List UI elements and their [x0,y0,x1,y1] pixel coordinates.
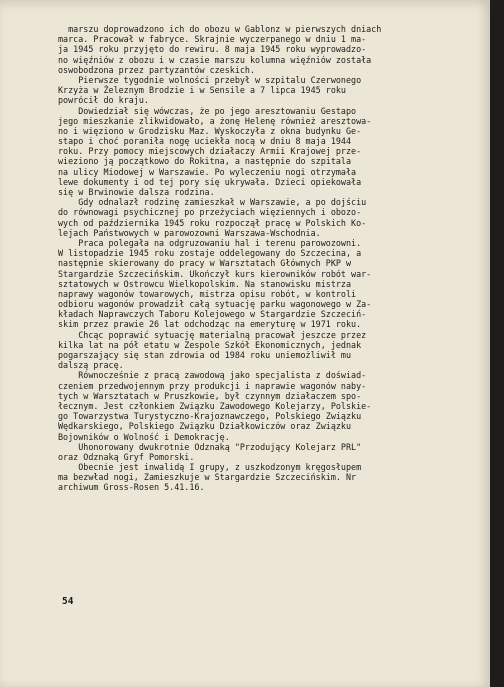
text-line: sztatowych w Ostrowcu Wielkopolskim. Na stanowisku mistrza [58,278,352,289]
text-line: skim przez prawie 26 lat odchodząc na emeryturę w 1971 roku. [58,319,362,330]
text-line: tych w Warsztatach w Pruszkowie, był czynnym działaczem spo- [58,390,362,401]
text-line: wieziono ją początkowo do Rokitna, a następnie do szpitala [58,156,352,167]
text-line: go Towarzystwa Turystyczno-Krajoznawczego, Polskiego Związku [58,411,362,422]
text-line: marca. Pracował w fabryce. Skrajnie wyczerpanego w dniu 1 ma- [58,34,367,45]
text-line: ma bezwład nogi, Zamieszkuje w Stargardzie Szczecińskim. Nr [58,472,357,483]
text-line: lejach Państwowych w parowozowni Warszawa-Wschodnia. [58,227,321,238]
text-line: jego mieszkanie zlikwidowało, a żonę Helenę również aresztowa- [58,115,372,126]
text-line: odbioru wagonów prowadził całą sytuację parku wagonowego w Za- [58,299,372,310]
text-line: W listopadzie 1945 roku zostaje oddelegowany do Szczecina, a [58,248,362,259]
text-line: powrócił do kraju. [58,95,149,106]
text-line: dalszą pracę. [58,360,124,371]
text-line: roku. Przy pomocy miejscowych działaczy Armii Krajowej prze- [58,146,362,157]
text-line: no i więziono w Grodzisku Maz. Wyskoczyła z okna budynku Ge- [58,125,362,136]
text-line: czeniem przedwojennym przy produkcji i naprawie wagonów naby- [58,380,367,391]
text-line: stapo i choć poraniła nogę uciekła nocą w dniu 8 maja 1944 [58,136,352,147]
text-line: wych od października 1945 roku rozpoczął pracę w Polskich Ko- [58,217,367,228]
text-line: Równocześnie z pracą zawodową jako specjalista z doświad- [58,370,367,381]
text-line: oswobodzona przez partyzantów czeskich. [58,64,256,75]
text-line: kilka lat na pół etatu w Zespole Szkół Ekonomicznych, jednak [58,339,362,350]
text-line: Pierwsze tygodnie wolności przebył w szpitalu Czerwonego [58,74,362,85]
text-line: się w Brwinowie dalsza rodzina. [58,187,215,197]
text-line: do równowagi psychicznej po przeżyciach więziennych i obozo- [58,207,362,218]
text-line: Obecnie jest inwalidą I grupy, z uszkodzonym kręgosłupem [58,462,362,473]
text-line: no więźniów z obozu i w czasie marszu kolumna więźniów została [58,54,372,65]
text-line: marszu doprowadzono ich do obozu w Gablonz w pierwszych dniach [58,24,382,34]
text-line: Praca polegała na odgruzowaniu hal i terenu parowozowni. [58,237,362,248]
text-line: Krzyża w Żeleznym Brodzie i w Sensile a 7 lipca 1945 roku [58,85,346,96]
text-line: Gdy odnalazł rodzinę zamieszkał w Warszawie, a po dojściu [58,197,367,208]
text-line: Stargardzie Szczecińskim. Ukończył kurs kierowników robót war- [58,268,372,279]
text-line: lewe dokumenty i od tej pory się ukrywała. Dzieci opiekowała [58,176,362,187]
text-line: Dowiedział się wówczas, że po jego aresztowaniu Gestapo [58,105,357,116]
text-line: kładach Naprawczych Taboru Kolejowego w Stargardzie Szczeciń- [58,309,367,320]
text-line: Uhonorowany dwukrotnie Odznaką "Przodujący Kolejarz PRL" [58,441,362,452]
text-line: następnie skierowany do pracy w Warsztatach Głównych PKP w [58,258,352,269]
text-line: łecznym. Jest członkiem Związku Zawodowego Kolejarzy, Polskie- [58,400,372,411]
text-line: naprawy wagonów towarowych, mistrza opisu robót, w kontroli [58,288,357,299]
page-number: 54 [62,596,74,607]
text-line: oraz Odznaką Gryf Pomorski. [58,451,195,462]
text-line: archiwum Gross-Rosen 5.41.16. [58,482,205,493]
text-line: Chcąc poprawić sytuację materialną pracował jeszcze przez [58,329,367,340]
text-line: na ulicy Miodowej w Warszawie. Po wyleczeniu nogi otrzymała [58,166,357,177]
text-line: pogarszający się stan zdrowia od 1984 roku uniemożliwił mu [58,350,352,360]
text-line: Bojowników o Wolność i Demokrację. [58,431,230,442]
text-line: ja 1945 roku przyjęto do rewiru. 8 maja 1945 roku wyprowadzo- [58,44,367,55]
text-line: Wędkarskiego, Polskiego Związku Działkowiczów oraz Związku [58,421,352,432]
document-body [58,24,456,493]
